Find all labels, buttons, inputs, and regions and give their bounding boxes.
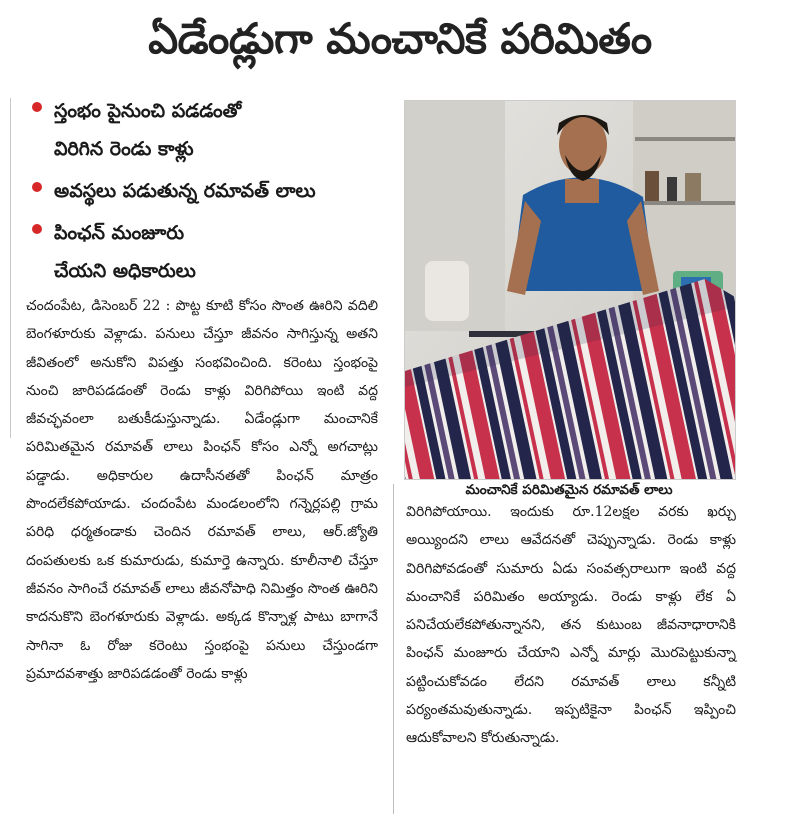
photo-illustration bbox=[405, 101, 735, 479]
column-rule bbox=[393, 484, 394, 814]
article-text-right: విరిగిపోయాయి. ఇందుకు రూ.12లక్షల వరకు ఖర్చు అయ్యిందని లాలు ఆవేదనతో చెప్పున్నాడు. రెండు కాళ్లు విరిగిపోవడంతో సుమారు ఏడు సంవత్సరాలుగా ఇంటి వద్ద మంచానికే పరిమితం అయ్యాడు. రెండు కాళ్లు లేక ఏ పనిచేయలేకపోతున్నానని, తన కుటుంబ జీవనాధారానికి పింఛన్ మంజూరు చేయాని ఎన్నో మార్లు మొరపెట్టుకున్నా పట్టించుకోవడం లేదని రమావత్ లాలు కన్నీటి పర్యంతమవుతున్నాడు. ఇప్పటికైనా పింఛన్ ఇప్పించి ఆదుకోవాలని కోరుతున్నాడు. bbox=[406, 504, 736, 747]
photo-caption: మంచానికే పరిమితమైన రమావత్ లాలు bbox=[465, 481, 673, 498]
highlight-line: పింఛన్ మంజూరు bbox=[54, 222, 185, 244]
bullet-dot-icon bbox=[32, 182, 42, 192]
highlights-list bbox=[30, 92, 390, 294]
news-photo bbox=[404, 100, 736, 480]
article-column-right bbox=[406, 498, 736, 753]
side-rule bbox=[10, 98, 11, 438]
highlight-item bbox=[30, 172, 390, 210]
headline: ఏడేండ్లుగా మంచానికే పరిమితం bbox=[148, 14, 652, 63]
bullet-dot-icon bbox=[32, 224, 42, 234]
highlight-line: స్తంభం పైనుంచి పడడంతో bbox=[54, 100, 242, 122]
highlight-line: విరిగిన రెండు కాళ్లు bbox=[54, 138, 194, 160]
highlight-line: చేయని అధికారులు bbox=[54, 260, 196, 282]
bullet-dot-icon bbox=[32, 102, 42, 112]
highlight-item bbox=[30, 92, 390, 168]
highlight-line: అవస్థలు పడుతున్న రమావత్ లాలు bbox=[54, 180, 316, 202]
article-column-left bbox=[26, 292, 378, 688]
article-text-left: చందంపేట, డిసెంబర్ 22 : పొట్ట కూటి కోసం సొంత ఊరిని వదిలి బెంగళూరుకు వెళ్లాడు. పనులు చేస్తూ జీవనం సాగిస్తున్న అతని జీవితంలో అనుకోని విపత్తు సంభవించింది. కరెంటు స్తంభంపై నుంచి జారిపడడంతో రెండు కాళ్లు విరిగిపోయి ఇంటి వద్ద జీవచ్ఛవంలా బతుకీడుస్తున్నాడు. ఏడేండ్లుగా మంచానికే పరిమితమైన రమావత్ లాలు పింఛన్ కోసం ఎన్నో అగచాట్లు పడ్డాడు. అధికారుల ఉదాసీనతతో పింఛన్ మాత్రం పొందలేకపోయాడు. చందంపేట మండలంలోని గన్నెర్లపల్లి గ్రామ పరిధి ధర్మతండాకు చెందిన రమావత్ లాలు, ఆర్.జ్యోతి దంపతులకు ఒక కుమారుడు, కుమార్తె ఉన్నారు. కూలీనాలి చేస్తూ జీవనం సాగించే రమావత్ లాలు జీవనోపాధి నిమిత్తం సొంత ఊరిని కాదనుకొని బెంగళూరుకు వెళ్లాడు. అక్కడ కొన్నాళ్ల పాటు బాగానే సాగినా ఓ రోజు కరెంటు స్తంభంపై పనులు చేస్తుండగా ప్రమాదవశాత్తు జారిపడడంతో రెండు కాళ్లు bbox=[26, 298, 378, 682]
highlight-item bbox=[30, 214, 390, 290]
